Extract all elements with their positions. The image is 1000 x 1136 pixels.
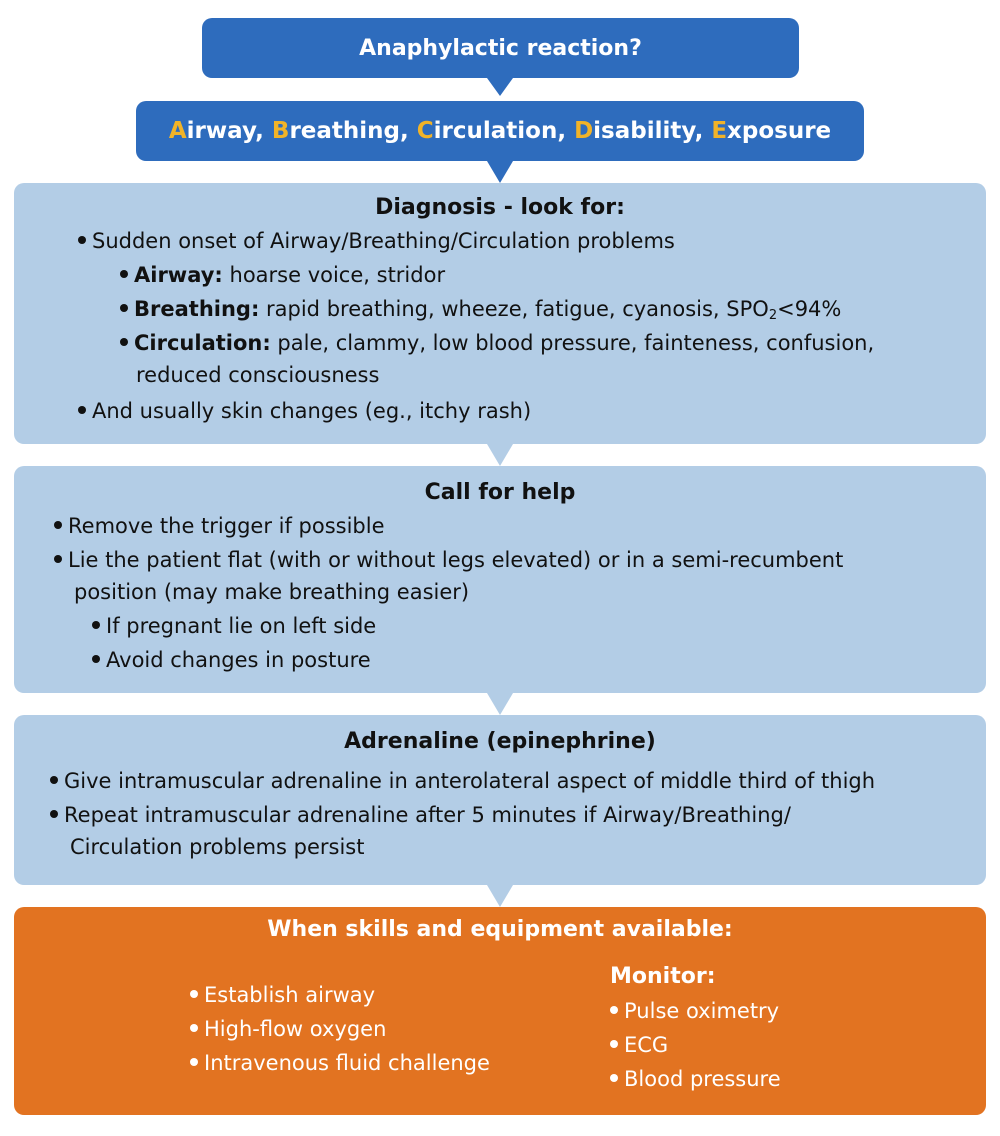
monitor-item-blood-pressure: Blood pressure [610, 1065, 781, 1093]
anaphylactic-reaction-box [202, 18, 799, 78]
bullet-icon [54, 555, 62, 563]
breathing-label: Breathing: [134, 297, 260, 321]
diagnosis-box [14, 183, 986, 444]
diagnosis-item-sudden-onset: Sudden onset of Airway/Breathing/Circulation problems [78, 227, 675, 255]
bullet-icon [190, 990, 198, 998]
help-sub-avoid-posture: Avoid changes in posture [92, 646, 371, 674]
bullet-icon [78, 406, 86, 414]
arrow-3 [487, 444, 513, 466]
abcde-e-rest: xposure [727, 118, 832, 144]
bullet-icon [610, 1074, 618, 1082]
bullet-icon [92, 655, 100, 663]
help-item-lie-flat-continued: position (may make breathing easier) [74, 580, 470, 604]
diagnosis-item-skin-changes: And usually skin changes (eg., itchy rash) [78, 397, 531, 425]
arrow-2 [487, 161, 513, 183]
bullet-icon [50, 810, 58, 818]
call-for-help-title: Call for help [424, 480, 576, 505]
adrenaline-item-repeat-continued: Circulation problems persist [70, 835, 365, 859]
abcde-e-letter: E [711, 118, 728, 144]
arrow-1 [487, 78, 513, 96]
bullet-icon [120, 304, 128, 312]
bullet-icon [54, 521, 62, 529]
call-for-help-box [14, 466, 986, 693]
monitor-item-ecg: ECG [610, 1031, 668, 1059]
bullet-icon [120, 338, 128, 346]
abcde-b-letter: B [271, 118, 290, 144]
arrow-5 [487, 885, 513, 907]
abcde-c-rest: irculation, [433, 118, 575, 144]
airway-label: Airway: [134, 263, 223, 287]
abcde-a-letter: A [168, 118, 187, 144]
abcde-d-letter: D [574, 118, 594, 144]
bullet-icon [190, 1058, 198, 1066]
abcde-a-rest: irway, [186, 118, 272, 144]
bullet-icon [610, 1040, 618, 1048]
skills-equipment-title: When skills and equipment available: [267, 917, 733, 942]
bullet-icon [50, 776, 58, 784]
skills-item-high-flow-oxygen: High-flow oxygen [190, 1015, 386, 1043]
bullet-icon [92, 621, 100, 629]
skills-equipment-box [14, 907, 986, 1115]
adrenaline-title: Adrenaline (epinephrine) [344, 729, 656, 754]
help-sub-pregnant: If pregnant lie on left side [92, 612, 376, 640]
diagnosis-circulation-continued: reduced consciousness [136, 363, 380, 387]
abcde-d-rest: isability, [593, 118, 712, 144]
abcde-c-letter: C [416, 118, 434, 144]
adrenaline-box [14, 715, 986, 885]
skills-item-iv-fluid: Intravenous fluid challenge [190, 1049, 490, 1077]
diagnosis-title: Diagnosis - look for: [375, 195, 625, 220]
monitor-title: Monitor: [610, 964, 716, 989]
anaphylactic-reaction-title: Anaphylactic reaction? [359, 35, 642, 61]
circulation-label: Circulation: [134, 331, 271, 355]
diagnosis-sub-breathing: Breathing: rapid breathing, wheeze, fatigue, cyanosis, $SPO_2<94\%$ [120, 295, 841, 330]
help-item-lie-flat: Lie the patient flat (with or without legs elevated) or in a semi-recumbent [54, 546, 843, 574]
adrenaline-item-repeat: Repeat intramuscular adrenaline after 5 minutes if Airway/Breathing/ [50, 801, 791, 829]
diagnosis-sub-circulation: Circulation: pale, clammy, low blood pressure, fainteness, confusion, [120, 329, 874, 357]
spo2-subscript: 2 [768, 308, 778, 323]
diagnosis-sub-airway: Airway: hoarse voice, stridor [120, 261, 445, 289]
bullet-icon [120, 270, 128, 278]
abcde-box [136, 101, 864, 161]
bullet-icon [610, 1006, 618, 1014]
arrow-4 [487, 693, 513, 715]
adrenaline-item-give: Give intramuscular adrenaline in anterolateral aspect of middle third of thigh [50, 767, 875, 795]
bullet-icon [78, 236, 86, 244]
abcde-b-rest: reathing, [289, 118, 417, 144]
abcde-text [169, 118, 831, 144]
bullet-icon [190, 1024, 198, 1032]
skills-item-establish-airway: Establish airway [190, 981, 375, 1009]
monitor-item-pulse-oximetry: Pulse oximetry [610, 997, 779, 1025]
help-item-remove-trigger: Remove the trigger if possible [54, 512, 385, 540]
